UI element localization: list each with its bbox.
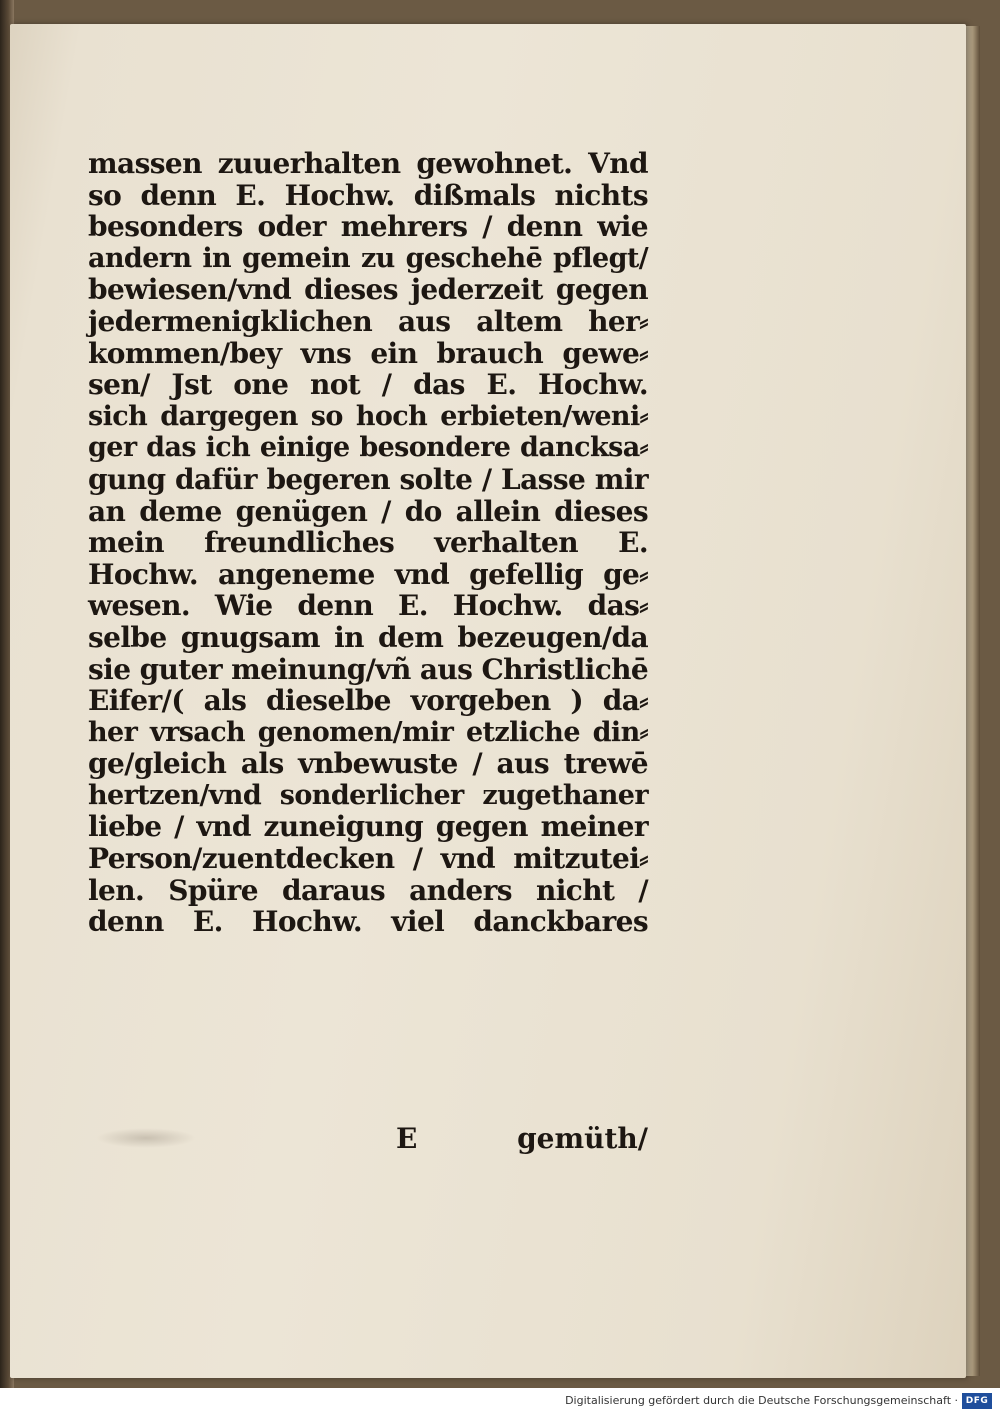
text-line: sie guter meinung/vñ aus Christlichē (88, 652, 649, 686)
ink-smudge (96, 1128, 196, 1148)
text-line: massen zuuerhalten gewohnet. Vnd (88, 147, 648, 180)
text-line: wesen. Wie denn E. Hochw. das⸗ (88, 589, 648, 623)
dfg-logo-icon: DFG (962, 1393, 992, 1409)
text-line: len. Spüre daraus anders nicht / (88, 873, 648, 907)
text-line: ge/gleich als vnbewuste / aus trewē (88, 747, 648, 781)
catchword-line (396, 1122, 648, 1155)
page-text-block (88, 148, 648, 938)
funding-credit: Digitalisierung gefördert durch die Deutsche Forschungsgemeinschaft · (565, 1394, 958, 1407)
text-line: jedermenigklichen aus altem her⸗ (88, 304, 648, 338)
footer-bar (0, 1388, 1000, 1416)
text-line: an deme genügen / do allein dieses (88, 494, 648, 528)
text-line: hertzen/vnd sonderlicher zugethaner (88, 779, 648, 811)
text-line: Person/zuentdecken / vnd mitzutei⸗ (88, 842, 648, 876)
text-line: besonders oder mehrers / denn wie (88, 210, 648, 244)
text-line: her vrsach genomen/mir etzliche din⸗ (88, 716, 648, 748)
text-line: denn E. Hochw. viel danckbares (88, 905, 648, 939)
catchword: gemüth/ (517, 1122, 648, 1155)
text-line: ger das ich einige besondere dancksa⸗ (88, 432, 648, 464)
text-line: andern in gemein zu geschehē pflegt/ (88, 242, 648, 274)
text-line: gung dafür begeren solte / Lasse mir (88, 462, 648, 496)
text-line: mein freundliches verhalten E. (88, 526, 648, 560)
text-line: so denn E. Hochw. dißmals nichts (88, 178, 648, 212)
text-line: bewiesen/vnd dieses jederzeit gegen (88, 273, 648, 307)
text-line: Hochw. angeneme vnd gefellig ge⸗ (88, 557, 648, 591)
text-line: kommen/bey vns ein brauch gewe⸗ (88, 336, 648, 370)
text-line: selbe gnugsam in dem bezeugen/da (88, 620, 648, 654)
signature-mark: E (396, 1122, 418, 1155)
text-line: sen/ Jst one not / das E. Hochw. (88, 368, 648, 402)
text-line: Eifer/( als dieselbe vorgeben ) da⸗ (88, 684, 648, 718)
text-line: sich dargegen so hoch erbieten/weni⸗ (88, 400, 648, 432)
text-line: liebe / vnd zuneigung gegen meiner (88, 810, 648, 844)
